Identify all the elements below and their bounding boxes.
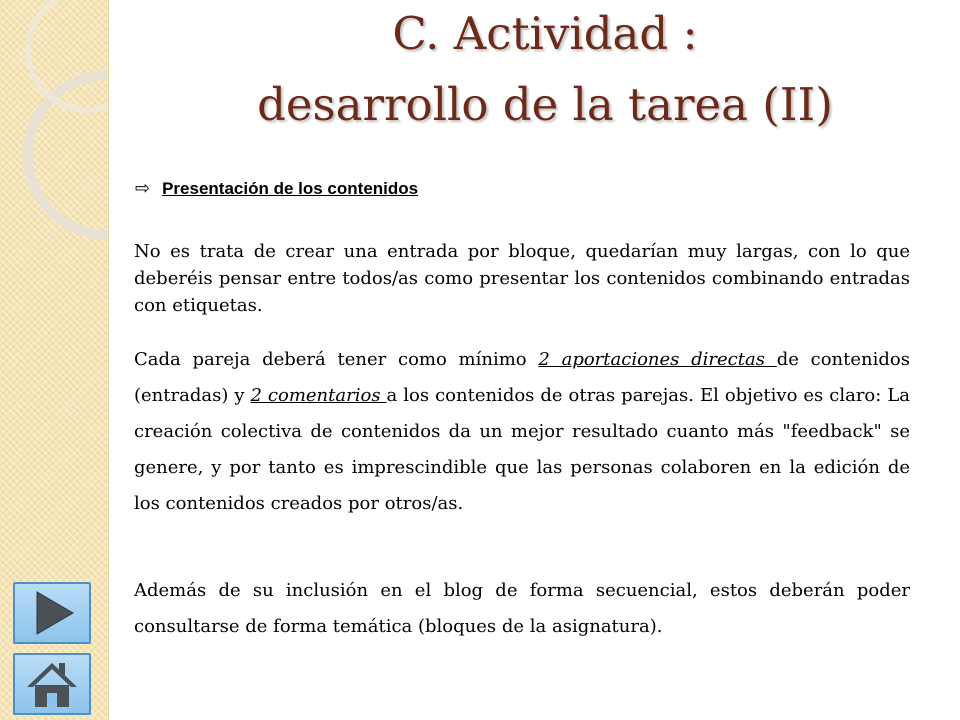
paragraph-3: Además de su inclusión en el blog de forma secuencial, estos deberán poder consultarse de forma temática (bloques de la asignatura). — [134, 580, 910, 637]
arrow-right-outline-icon: ⇨ — [135, 178, 151, 199]
paragraph-2-before: Cada pareja deberá tener como mínimo — [134, 349, 539, 370]
home-icon — [15, 655, 89, 713]
section-heading-text: Presentación de los contenidos — [162, 179, 419, 198]
section-heading — [135, 178, 418, 199]
next-slide-button[interactable] — [13, 582, 91, 644]
comentarios-link[interactable]: 2 comentarios — [250, 385, 387, 406]
slide-title-line2: desarrollo de la tarea (II) — [257, 78, 833, 131]
paragraph-2-middle: de contenidos (entradas) y — [134, 349, 910, 406]
aportaciones-link[interactable]: 2 aportaciones directas — [538, 349, 777, 370]
paragraph-2-after: a los contenidos de otras parejas. El objetivo es claro: La creación colectiva de contenidos da un mejor resultado cuanto más "feedback" se genere, y por tanto es imprescindible que las personas colaboren en la edición de los contenidos creados por otros/as. — [134, 385, 911, 514]
slide-title-line1: C. Actividad : — [392, 7, 698, 60]
play-triangle-icon — [15, 584, 89, 642]
home-button[interactable] — [13, 653, 91, 715]
paragraph-2 — [134, 342, 910, 522]
paragraph-1: No es trata de crear una entrada por bloque, quedarían muy largas, con lo que deberéis pensar entre todos/as como presentar los contenidos combinando entradas con etiquetas. — [134, 241, 910, 316]
